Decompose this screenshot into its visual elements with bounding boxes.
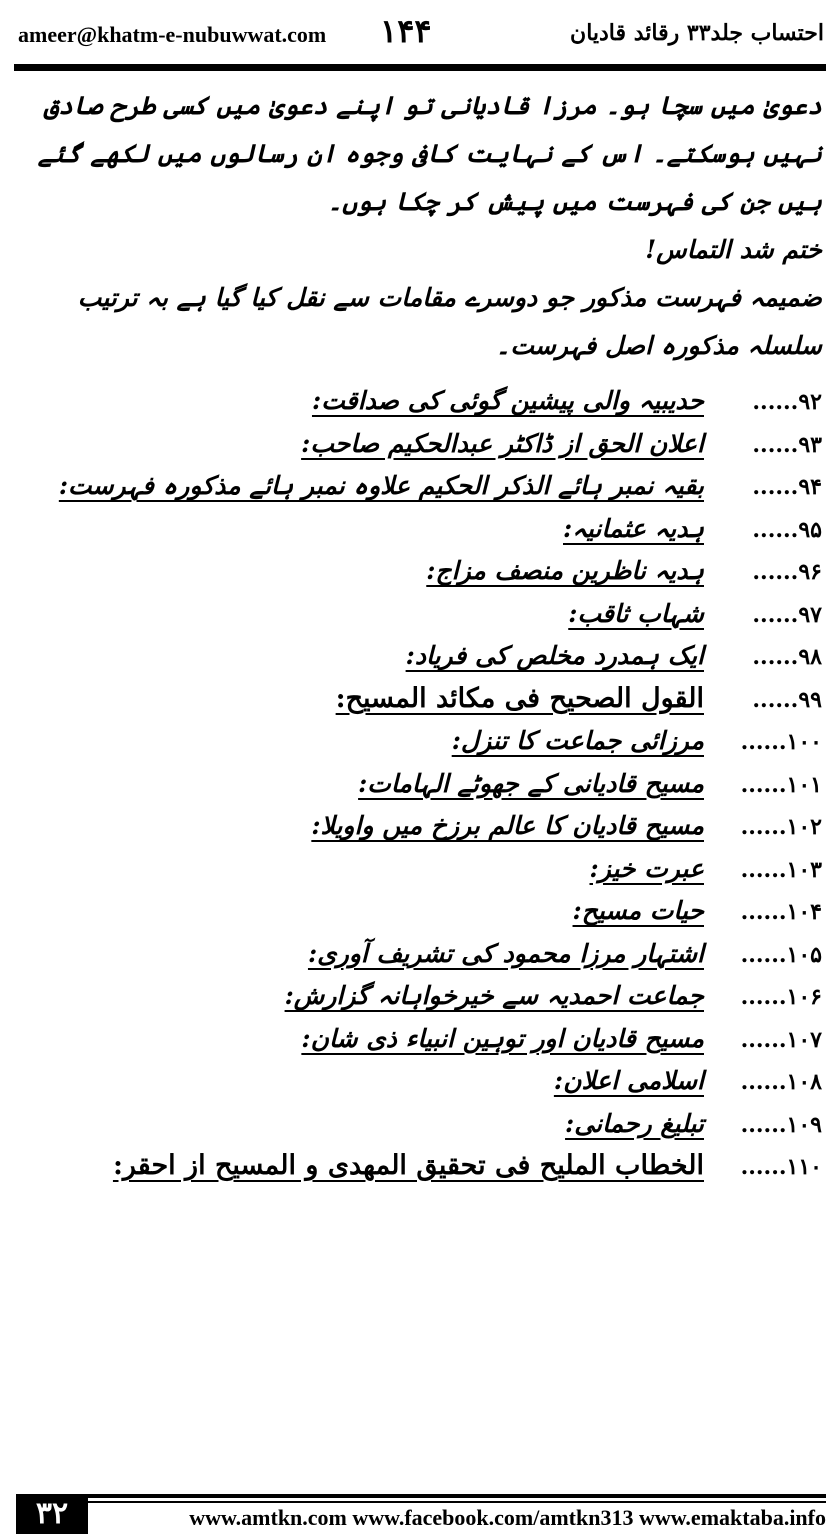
list-item	[18, 508, 822, 551]
header-book-title: احتساب جلد۳۳ رقائد قادیان	[570, 20, 824, 46]
index-list	[18, 380, 822, 1188]
header-email: ameer@khatm-e-nubuwwat.com	[18, 22, 327, 47]
entry-title: مرزائی جماعت کا تنزل:	[451, 726, 704, 755]
header-divider	[14, 64, 826, 71]
footer-links: www.amtkn.com www.facebook.com/amtkn313 www.emaktaba.info	[189, 1505, 826, 1530]
entry-title: حدیبیہ والی پیشین گوئی کی صداقت:	[311, 386, 704, 415]
header-page-number: ۱۴۴	[380, 12, 432, 50]
closing-line: ختم شد التماس!	[645, 235, 822, 264]
paragraph: دعویٰ میں سچا ہو۔ مرزا قادیانی تو اپنے دعویٰ میں کسی طرح صادق نہیں ہوسکتے۔ اس کے نہایت کافی وجوہ ان رسالوں میں لکھے گئے ہیں جن کی فہرست میں پیش کر چکا ہوں۔	[37, 91, 822, 216]
entry-title: ایک ہمدرد مخلص کی فریاد:	[405, 641, 704, 670]
entry-title: القول الصحیح فی مکائد المسیح:	[335, 682, 704, 714]
list-item	[18, 848, 822, 891]
entry-title: عبرت خیز:	[589, 853, 704, 883]
list-item	[18, 678, 822, 721]
appendix-intro: ضمیمہ فہرست مذکور جو دوسرے مقامات سے نقل کیا گیا ہے بہ ترتیب سلسلہ مذکورہ اصل فہرست۔	[77, 283, 822, 360]
entry-number: ۱۱۰......	[740, 1154, 822, 1180]
entry-number: ۱۰۱......	[740, 771, 822, 798]
entry-title: اشتہار مرزا محمود کی تشریف آوری:	[307, 938, 704, 968]
entry-number: ۱۰۷......	[740, 1026, 822, 1053]
footer-page-number: ۳۲	[16, 1494, 88, 1534]
entry-title: بقیہ نمبر ہائے الذکر الحکیم علاوہ نمبر ہائے مذکورہ فہرست:	[58, 471, 704, 500]
list-item	[18, 1018, 822, 1061]
entry-number: ۱۰۲......	[740, 814, 822, 840]
entry-number: ۱۰۵......	[740, 941, 822, 968]
list-item	[18, 720, 822, 763]
entry-number: ۹۸......	[752, 644, 822, 670]
list-item	[18, 1103, 822, 1146]
entry-title: حیات مسیح:	[572, 896, 704, 925]
list-item	[18, 890, 822, 933]
entry-title: الخطاب الملیح فی تحقیق المهدی و المسیح از احقر:	[112, 1150, 704, 1181]
entry-number: ۱۰۸......	[740, 1069, 822, 1095]
entry-title: مسیح قادیان اور توہین انبیاء ذی شان:	[301, 1023, 704, 1053]
list-item	[18, 423, 822, 466]
footer-divider-thin	[88, 1501, 826, 1503]
entry-title: مسیح قادیان کا عالم برزخ میں واویلا:	[311, 811, 704, 840]
entry-number: ۹۹......	[752, 686, 822, 713]
page-header	[0, 0, 840, 76]
list-item	[18, 380, 822, 423]
entry-number: ۱۰۰......	[740, 729, 822, 755]
entry-number: ۹۷......	[752, 601, 822, 628]
entry-title: اسلامی اعلان:	[553, 1066, 704, 1095]
entry-title: شہاب ثاقب:	[568, 598, 704, 628]
entry-title: ہدیہ عثمانیہ:	[563, 513, 704, 543]
list-item	[18, 635, 822, 678]
body-text	[18, 82, 822, 370]
entry-title: ہدیہ ناظرین منصف مزاج:	[426, 556, 704, 585]
list-item	[18, 465, 822, 508]
entry-number: ۱۰۹......	[740, 1111, 822, 1138]
entry-number: ۹۲......	[752, 389, 822, 415]
entry-number: ۱۰۶......	[740, 984, 822, 1010]
list-item	[18, 933, 822, 976]
entry-number: ۹۵......	[752, 516, 822, 543]
entry-title: تبلیغ رحمانی:	[565, 1108, 704, 1138]
list-item	[18, 593, 822, 636]
entry-number: ۹۴......	[752, 474, 822, 500]
entry-number: ۹۶......	[752, 559, 822, 585]
list-item	[18, 805, 822, 848]
entry-number: ۹۳......	[752, 431, 822, 458]
list-item	[18, 975, 822, 1018]
entry-title: اعلان الحق از ڈاکٹر عبدالحکیم صاحب:	[301, 428, 704, 458]
footer-divider	[88, 1494, 826, 1498]
entry-number: ۱۰۴......	[740, 899, 822, 925]
list-item	[18, 763, 822, 806]
list-item	[18, 550, 822, 593]
entry-title: مسیح قادیانی کے جھوٹے الہامات:	[358, 768, 704, 798]
list-item	[18, 1060, 822, 1103]
list-item	[18, 1145, 822, 1188]
entry-title: جماعت احمدیہ سے خیرخواہانہ گزارش:	[284, 981, 704, 1010]
entry-number: ۱۰۳......	[740, 856, 822, 883]
